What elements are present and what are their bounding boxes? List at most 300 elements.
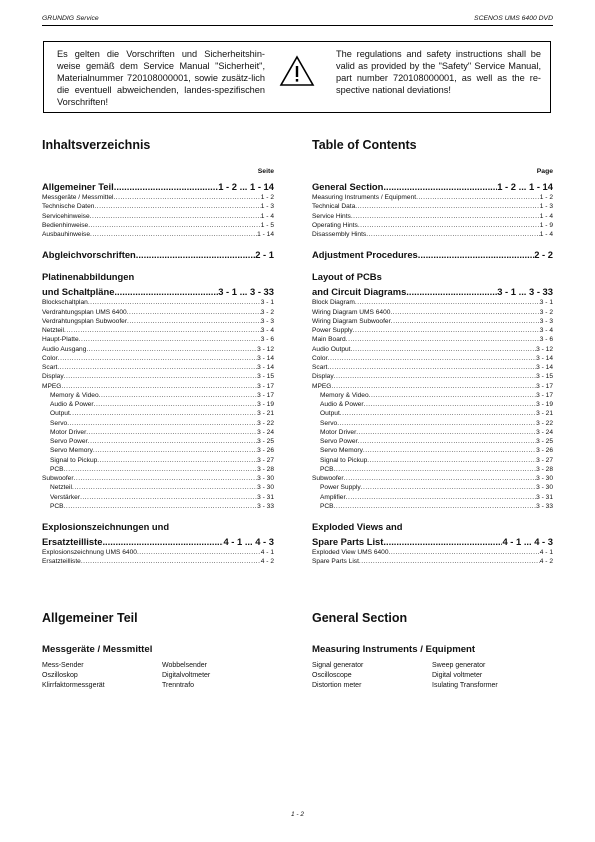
toc-entry[interactable] — [42, 428, 274, 437]
toc-entry-page: 3 - 25 — [536, 438, 553, 445]
toc-entry-page: 3 - 14 — [536, 364, 553, 371]
toc-entry[interactable] — [42, 483, 274, 492]
toc-entry-page: 3 - 33 — [257, 502, 274, 510]
toc-entry-page: 4 - 1 — [539, 549, 553, 556]
toc-entries — [42, 548, 274, 567]
toc-entry-title: Scart — [42, 364, 58, 371]
toc-entry-title: Verstärker — [50, 493, 81, 501]
dot-leader — [97, 456, 257, 465]
toc-entry-title: Display — [42, 373, 64, 381]
dot-leader — [361, 483, 536, 492]
section-pages: 2 - 2 — [534, 249, 553, 261]
dot-leader — [351, 345, 537, 354]
toc-entry[interactable] — [312, 428, 553, 437]
toc-entry-title: Service Hints — [312, 212, 351, 220]
toc-entry-page: 3 - 15 — [257, 373, 274, 381]
dot-leader — [331, 382, 536, 391]
toc-entry[interactable] — [42, 493, 274, 502]
toc-entry-page: 3 - 30 — [257, 475, 274, 482]
section-title: Spare Parts List — [312, 536, 384, 547]
toc-entry-title: Spare Parts List — [312, 558, 359, 566]
dot-leader — [391, 317, 540, 326]
toc-entry-title: Audio & Power — [50, 401, 94, 408]
dot-leader — [127, 317, 261, 326]
instrument-column — [42, 661, 105, 691]
toc-entry[interactable] — [312, 335, 553, 344]
toc-entry-title: PCB — [320, 502, 334, 510]
toc-entries — [312, 298, 553, 511]
dot-leader — [327, 363, 536, 372]
toc-entry-title: Servo — [320, 419, 338, 427]
toc-entry-title: PCB — [50, 502, 64, 510]
toc-entry-page: 3 - 17 — [257, 391, 274, 399]
toc-entry-page: 3 - 27 — [257, 456, 274, 464]
toc-entry[interactable] — [42, 465, 274, 474]
toc-section[interactable] — [312, 181, 553, 193]
instrument-item: Digitalvoltmeter — [162, 672, 211, 679]
toc-entries — [312, 193, 553, 239]
toc-entry-title: Technical Data — [312, 203, 356, 211]
toc-entry-page: 3 - 24 — [536, 428, 553, 436]
toc-entry-title: PCB — [50, 465, 64, 473]
toc-entry[interactable] — [312, 317, 553, 326]
dot-leader — [137, 548, 261, 557]
dot-leader — [337, 419, 536, 428]
dot-leader — [346, 493, 536, 502]
toc-entry[interactable] — [42, 345, 274, 354]
toc-entries — [42, 298, 274, 511]
dot-leader — [390, 308, 539, 317]
toc-entry-title: Bedienhinweise — [42, 221, 89, 229]
toc-entry-title: Haupt-Platte — [42, 336, 79, 344]
toc-entry-title: Servo Memory — [50, 447, 93, 455]
page-column-label: Page — [536, 168, 553, 175]
toc-entry[interactable] — [312, 372, 553, 381]
section-pages: 3 - 1 ... 3 - 33 — [218, 286, 274, 298]
section-title: General Section — [312, 181, 384, 192]
dot-leader — [366, 230, 540, 239]
toc-entry-page: 1 - 2 — [539, 194, 553, 201]
toc-entry[interactable] — [42, 326, 274, 335]
toc-entry-page: 3 - 21 — [536, 410, 553, 418]
dot-leader — [369, 391, 537, 400]
toc-entry-page: 3 - 30 — [536, 475, 553, 482]
toc-entry[interactable] — [312, 230, 553, 239]
toc-entry-page: 3 - 3 — [539, 317, 553, 325]
toc-entry-title: Signal to Pickup — [50, 456, 98, 464]
dot-leader — [364, 400, 537, 409]
toc-section[interactable] — [312, 536, 553, 548]
toc-entry-title: Operating Hints — [312, 221, 358, 229]
dot-leader — [90, 230, 257, 239]
dot-leader — [94, 400, 258, 409]
toc-entry-title: Subwoofer — [42, 475, 74, 482]
toc-entry-page: 1 - 4 — [539, 231, 553, 238]
toc-entry-page: 3 - 17 — [536, 382, 553, 390]
dot-leader — [334, 372, 537, 381]
toc-entry[interactable] — [42, 502, 274, 511]
toc-entry[interactable] — [312, 456, 553, 465]
toc-entry-page: 3 - 31 — [536, 493, 553, 501]
dot-leader — [64, 465, 258, 474]
instrument-item: Digital voltmeter — [432, 672, 483, 679]
section-pages: 1 - 2 ... 1 - 14 — [218, 181, 274, 192]
dot-leader — [88, 298, 261, 307]
notice-german: Es gelten die Vorschriften und Sicherheitshin-weise gemäß dem Service Manual "Sicherheit", Materialnummer 720108000001, sowie zusätz-lich die eventuell abweichenden, landes-spezifischen Vorschriften! — [57, 49, 265, 107]
toc-entry[interactable] — [312, 363, 553, 372]
instrument-item: Sweep generator — [432, 662, 486, 669]
dot-leader — [358, 221, 540, 230]
toc-entry-page: 3 - 17 — [257, 382, 274, 390]
toc-entry[interactable] — [42, 317, 274, 326]
header-rule — [42, 25, 553, 26]
dot-leader — [61, 382, 257, 391]
toc-entry-title: Block Diagram — [312, 299, 355, 307]
toc-entry-title: Display — [312, 373, 334, 381]
toc-entry-page: 1 - 4 — [260, 212, 274, 220]
toc-entry[interactable] — [42, 308, 274, 317]
dot-leader — [351, 212, 540, 221]
toc-entry-title: Wiring Diagram UMS 6400 — [312, 308, 391, 316]
instrument-item: Oscilloscope — [312, 672, 352, 679]
section-title-line: Exploded Views and — [312, 521, 403, 532]
toc-entry[interactable] — [312, 382, 553, 391]
toc-entry-title: Verdrahtungsplan UMS 6400 — [42, 308, 127, 316]
toc-entry[interactable] — [42, 409, 274, 418]
section-title: Ersatzteilliste — [42, 536, 103, 547]
toc-entry[interactable] — [312, 354, 553, 363]
toc-entry[interactable] — [312, 493, 553, 502]
dot-leader — [93, 446, 257, 455]
toc-entry-title: Servicehinweise — [42, 212, 90, 220]
toc-title: Inhaltsverzeichnis — [42, 138, 151, 152]
toc-entry-page: 3 - 19 — [257, 401, 274, 408]
instrument-column — [312, 661, 363, 691]
dot-leader — [88, 221, 261, 230]
section-pages: 4 - 1 ... 4 - 3 — [223, 536, 274, 547]
toc-entry-page: 1 - 5 — [260, 221, 274, 229]
dot-leader — [344, 474, 537, 483]
toc-entry[interactable] — [42, 221, 274, 230]
toc-entry-page: 3 - 24 — [257, 428, 274, 436]
toc-entry[interactable] — [42, 456, 274, 465]
toc-entry-page: 3 - 26 — [536, 447, 553, 455]
dot-leader — [389, 548, 540, 557]
toc-entry[interactable] — [312, 446, 553, 455]
section-title: Allgemeiner Teil — [42, 181, 114, 192]
toc-entry[interactable] — [42, 446, 274, 455]
dot-leader — [340, 409, 536, 418]
toc-entry-page: 3 - 21 — [257, 410, 274, 418]
toc-entry-page: 3 - 25 — [257, 438, 274, 445]
dot-leader — [99, 391, 258, 400]
dot-leader — [64, 326, 261, 335]
instrument-item: Oszilloskop — [42, 672, 78, 679]
dot-leader — [353, 326, 540, 335]
toc-entry-title: Exploded View UMS 6400 — [312, 549, 389, 556]
toc-entry-page: 1 - 2 — [260, 194, 274, 201]
toc-entry[interactable] — [312, 419, 553, 428]
toc-entry-page: 3 - 19 — [536, 401, 553, 408]
toc-entry-page: 3 - 14 — [257, 354, 274, 362]
toc-entry-title: Explosionszeichnung UMS 6400 — [42, 549, 137, 556]
toc-entry[interactable] — [312, 391, 553, 400]
toc-entry-page: 3 - 4 — [539, 327, 553, 334]
section-pages: 4 - 1 ... 4 - 3 — [502, 536, 553, 547]
toc-entry-page: 3 - 22 — [536, 419, 553, 427]
toc-entry[interactable] — [42, 372, 274, 381]
dot-leader — [70, 409, 257, 418]
toc-entry[interactable] — [42, 557, 274, 566]
toc-entry[interactable] — [42, 419, 274, 428]
toc-entry-title: Memory & Video — [50, 391, 99, 399]
toc-entry[interactable] — [42, 548, 274, 557]
section-title-line: Layout of PCBs — [312, 271, 382, 283]
dot-leader — [127, 308, 261, 317]
toc-entries — [42, 193, 274, 239]
page-number: 1 - 2 — [290, 811, 304, 818]
toc-entry[interactable] — [312, 502, 553, 511]
toc-entry-page: 3 - 30 — [536, 484, 553, 492]
toc-entry[interactable] — [312, 474, 553, 483]
toc-entry[interactable] — [42, 202, 274, 211]
dot-leader — [359, 557, 540, 566]
toc-entry-page: 4 - 1 — [260, 549, 274, 556]
instrument-item: Mess-Sender — [42, 662, 84, 669]
toc-entry-title: MPEG — [312, 382, 332, 390]
toc-entry-title: Measuring Instruments / Equipment — [312, 194, 417, 201]
dot-leader — [328, 354, 536, 363]
dot-leader — [113, 193, 260, 202]
toc-entry[interactable] — [42, 298, 274, 307]
toc-entry-title: Audio & Power — [320, 401, 364, 408]
dot-leader — [355, 202, 540, 211]
toc-entry-page: 3 - 1 — [260, 299, 274, 307]
toc-entry-title: Netzteil — [50, 484, 72, 492]
toc-entry-page: 3 - 2 — [260, 308, 274, 316]
toc-entry-page: 3 - 6 — [260, 336, 274, 344]
dot-leader — [67, 419, 257, 428]
instrument-item: Isulating Transformer — [432, 682, 498, 689]
toc-section[interactable] — [312, 249, 553, 261]
instrument-item: Trenntrafo — [162, 682, 195, 689]
toc-entry-title: Color — [312, 354, 328, 362]
toc-section[interactable] — [42, 536, 274, 548]
dot-leader — [367, 456, 536, 465]
toc-entry-title: Color — [42, 354, 58, 362]
toc-entry-page: 3 - 31 — [257, 493, 274, 501]
toc-entry-page: 1 - 4 — [539, 212, 553, 220]
section-title: und Schaltpläne — [42, 286, 115, 298]
toc-entry[interactable] — [42, 400, 274, 409]
toc-entry-page: 3 - 28 — [257, 465, 274, 473]
toc-entry-title: Subwoofer — [312, 475, 344, 482]
toc-entry[interactable] — [42, 193, 274, 202]
toc-entry-title: Servo — [50, 419, 68, 427]
toc-title: Table of Contents — [312, 138, 417, 152]
toc-entry-title: Blockschaltplan — [42, 299, 88, 307]
dot-leader — [80, 493, 257, 502]
header-left: GRUNDIG Service — [42, 15, 99, 22]
toc-entry[interactable] — [312, 400, 553, 409]
toc-entry-page: 3 - 3 — [260, 317, 274, 325]
toc-entry[interactable] — [42, 230, 274, 239]
toc-entry[interactable] — [42, 354, 274, 363]
instrument-column — [162, 661, 210, 691]
toc-entry[interactable] — [312, 409, 553, 418]
toc-entry-title: Motor Driver — [320, 428, 357, 436]
dot-leader — [86, 428, 257, 437]
toc-entry-title: Servo Memory — [320, 447, 363, 455]
toc-entry-title: Output — [50, 410, 70, 418]
dot-leader — [86, 345, 257, 354]
dot-leader — [90, 212, 261, 221]
section-title: and Circuit Diagrams — [312, 286, 407, 298]
instrument-column — [432, 661, 498, 691]
toc-section[interactable] — [312, 286, 553, 298]
toc-entry-page: 3 - 26 — [257, 447, 274, 455]
section-pages: 3 - 1 ... 3 - 33 — [497, 286, 553, 298]
toc-entry-title: Servo Power — [50, 438, 88, 445]
toc-entry-page: 1 - 9 — [539, 221, 553, 229]
toc-section[interactable] — [42, 181, 274, 193]
dot-leader — [72, 483, 257, 492]
dot-leader — [58, 354, 257, 363]
dot-leader — [57, 363, 257, 372]
page-column-label: Seite — [257, 168, 274, 175]
toc-entry[interactable] — [312, 202, 553, 211]
toc-entry-title: Wiring Diagram Subwoofer — [312, 317, 391, 325]
section-title: Adjustment Procedures — [312, 249, 418, 261]
toc-section[interactable] — [42, 286, 274, 298]
safety-notice — [43, 41, 551, 113]
toc-entry-title: Main Board — [312, 336, 346, 344]
dot-leader — [334, 465, 537, 474]
toc-entry[interactable] — [42, 363, 274, 372]
toc-entry[interactable] — [42, 437, 274, 446]
toc-german — [42, 138, 274, 567]
dot-leader — [64, 502, 258, 511]
toc-entry-title: Ausbauhinweise — [42, 231, 91, 238]
section-title-line: Platinenabbildungen — [42, 271, 135, 283]
toc-entry[interactable] — [312, 557, 553, 566]
toc-entry-page: 3 - 15 — [536, 373, 553, 381]
dot-leader — [81, 557, 261, 566]
toc-section[interactable] — [42, 249, 274, 261]
toc-entry-page: 3 - 30 — [257, 484, 274, 492]
header-right: SCENOS UMS 6400 DVD — [474, 15, 553, 22]
toc-entry-title: MPEG — [42, 382, 62, 390]
toc-entry[interactable] — [312, 345, 553, 354]
toc-entry-page: 3 - 22 — [257, 419, 274, 427]
dot-leader — [94, 202, 260, 211]
dot-leader — [88, 437, 257, 446]
toc-entry[interactable] — [42, 391, 274, 400]
toc-entry-page: 4 - 2 — [260, 558, 274, 566]
toc-entry[interactable] — [312, 308, 553, 317]
toc-entry[interactable] — [42, 335, 274, 344]
toc-entry-page: 3 - 6 — [539, 336, 553, 344]
toc-entry-page: 3 - 28 — [536, 465, 553, 473]
toc-entry-page: 3 - 14 — [536, 354, 553, 362]
toc-entry-page: 3 - 12 — [257, 345, 274, 353]
toc-entry-page: 1 - 3 — [539, 203, 553, 211]
toc-entry-title: Output — [320, 410, 340, 418]
toc-entry-title: Disassembly Hints — [312, 231, 367, 238]
instrument-item: Wobbelsender — [162, 662, 208, 669]
toc-entry[interactable] — [42, 212, 274, 221]
toc-entry-page: 1 - 14 — [257, 231, 274, 238]
toc-entry[interactable] — [312, 548, 553, 557]
section-title: Abgleichvorschriften — [42, 249, 136, 261]
toc-entry-page: 3 - 14 — [257, 364, 274, 371]
toc-entry-page: 3 - 27 — [536, 456, 553, 464]
toc-entry[interactable] — [312, 212, 553, 221]
toc-entry[interactable] — [312, 298, 553, 307]
toc-entry-page: 3 - 17 — [536, 391, 553, 399]
general-title-de: Allgemeiner Teil — [42, 611, 138, 625]
toc-entry-title: Power Supply — [320, 484, 361, 492]
toc-entry[interactable] — [312, 483, 553, 492]
toc-entry-title: Amplifier — [320, 493, 346, 501]
dot-leader — [79, 335, 261, 344]
toc-entry-title: Memory & Video — [320, 391, 369, 399]
instrument-item: Distortion meter — [312, 682, 362, 689]
toc-entry-page: 1 - 3 — [260, 203, 274, 211]
toc-entry-title: Servo Power — [320, 438, 358, 445]
dot-leader — [363, 446, 536, 455]
toc-english — [312, 138, 553, 567]
toc-entry-title: Power Supply — [312, 327, 353, 334]
toc-entry-title: Scart — [312, 364, 328, 371]
section-pages: 2 - 1 — [255, 249, 274, 261]
instruments-title-de: Messgeräte / Messmittel — [42, 644, 153, 655]
dot-leader — [64, 372, 258, 381]
dot-leader — [356, 428, 536, 437]
instrument-item: Signal generator — [312, 662, 364, 669]
toc-entry-title: PCB — [320, 465, 334, 473]
toc-entry-title: Motor Driver — [50, 428, 87, 436]
dot-leader — [355, 298, 540, 307]
warning-icon — [279, 55, 315, 87]
toc-entry-page: 3 - 4 — [260, 327, 274, 334]
toc-entry[interactable] — [42, 382, 274, 391]
dot-leader — [334, 502, 537, 511]
toc-entries — [312, 548, 553, 567]
toc-entry-page: 3 - 2 — [539, 308, 553, 316]
toc-entry-title: Ersatzteilliste — [42, 558, 81, 566]
toc-entry-title: Audio Output — [312, 345, 351, 353]
toc-entry-title: Audio Ausgang — [42, 345, 87, 353]
toc-entry[interactable] — [312, 465, 553, 474]
toc-entry[interactable] — [312, 221, 553, 230]
toc-entry-title: Messgeräte / Messmittel — [42, 194, 114, 201]
toc-entry-page: 4 - 2 — [539, 558, 553, 566]
dot-leader — [416, 193, 540, 202]
dot-leader — [358, 437, 536, 446]
toc-entry-title: Verdrahtungsplan Subwoofer — [42, 317, 128, 325]
toc-entry-page: 3 - 12 — [536, 345, 553, 353]
dot-leader — [346, 335, 540, 344]
toc-entry[interactable] — [42, 474, 274, 483]
toc-entry[interactable] — [312, 437, 553, 446]
toc-entry[interactable] — [312, 326, 553, 335]
notice-english: The regulations and safety instructions shall be valid as provided by the "Safety" Service Manual, part number 720108000001, as well as the re-spective national deviations! — [336, 49, 541, 95]
dot-leader — [74, 474, 258, 483]
toc-entry[interactable] — [312, 193, 553, 202]
instrument-item: Klirrfaktormessgerät — [42, 682, 105, 689]
section-title-line: Explosionszeichnungen und — [42, 521, 170, 532]
